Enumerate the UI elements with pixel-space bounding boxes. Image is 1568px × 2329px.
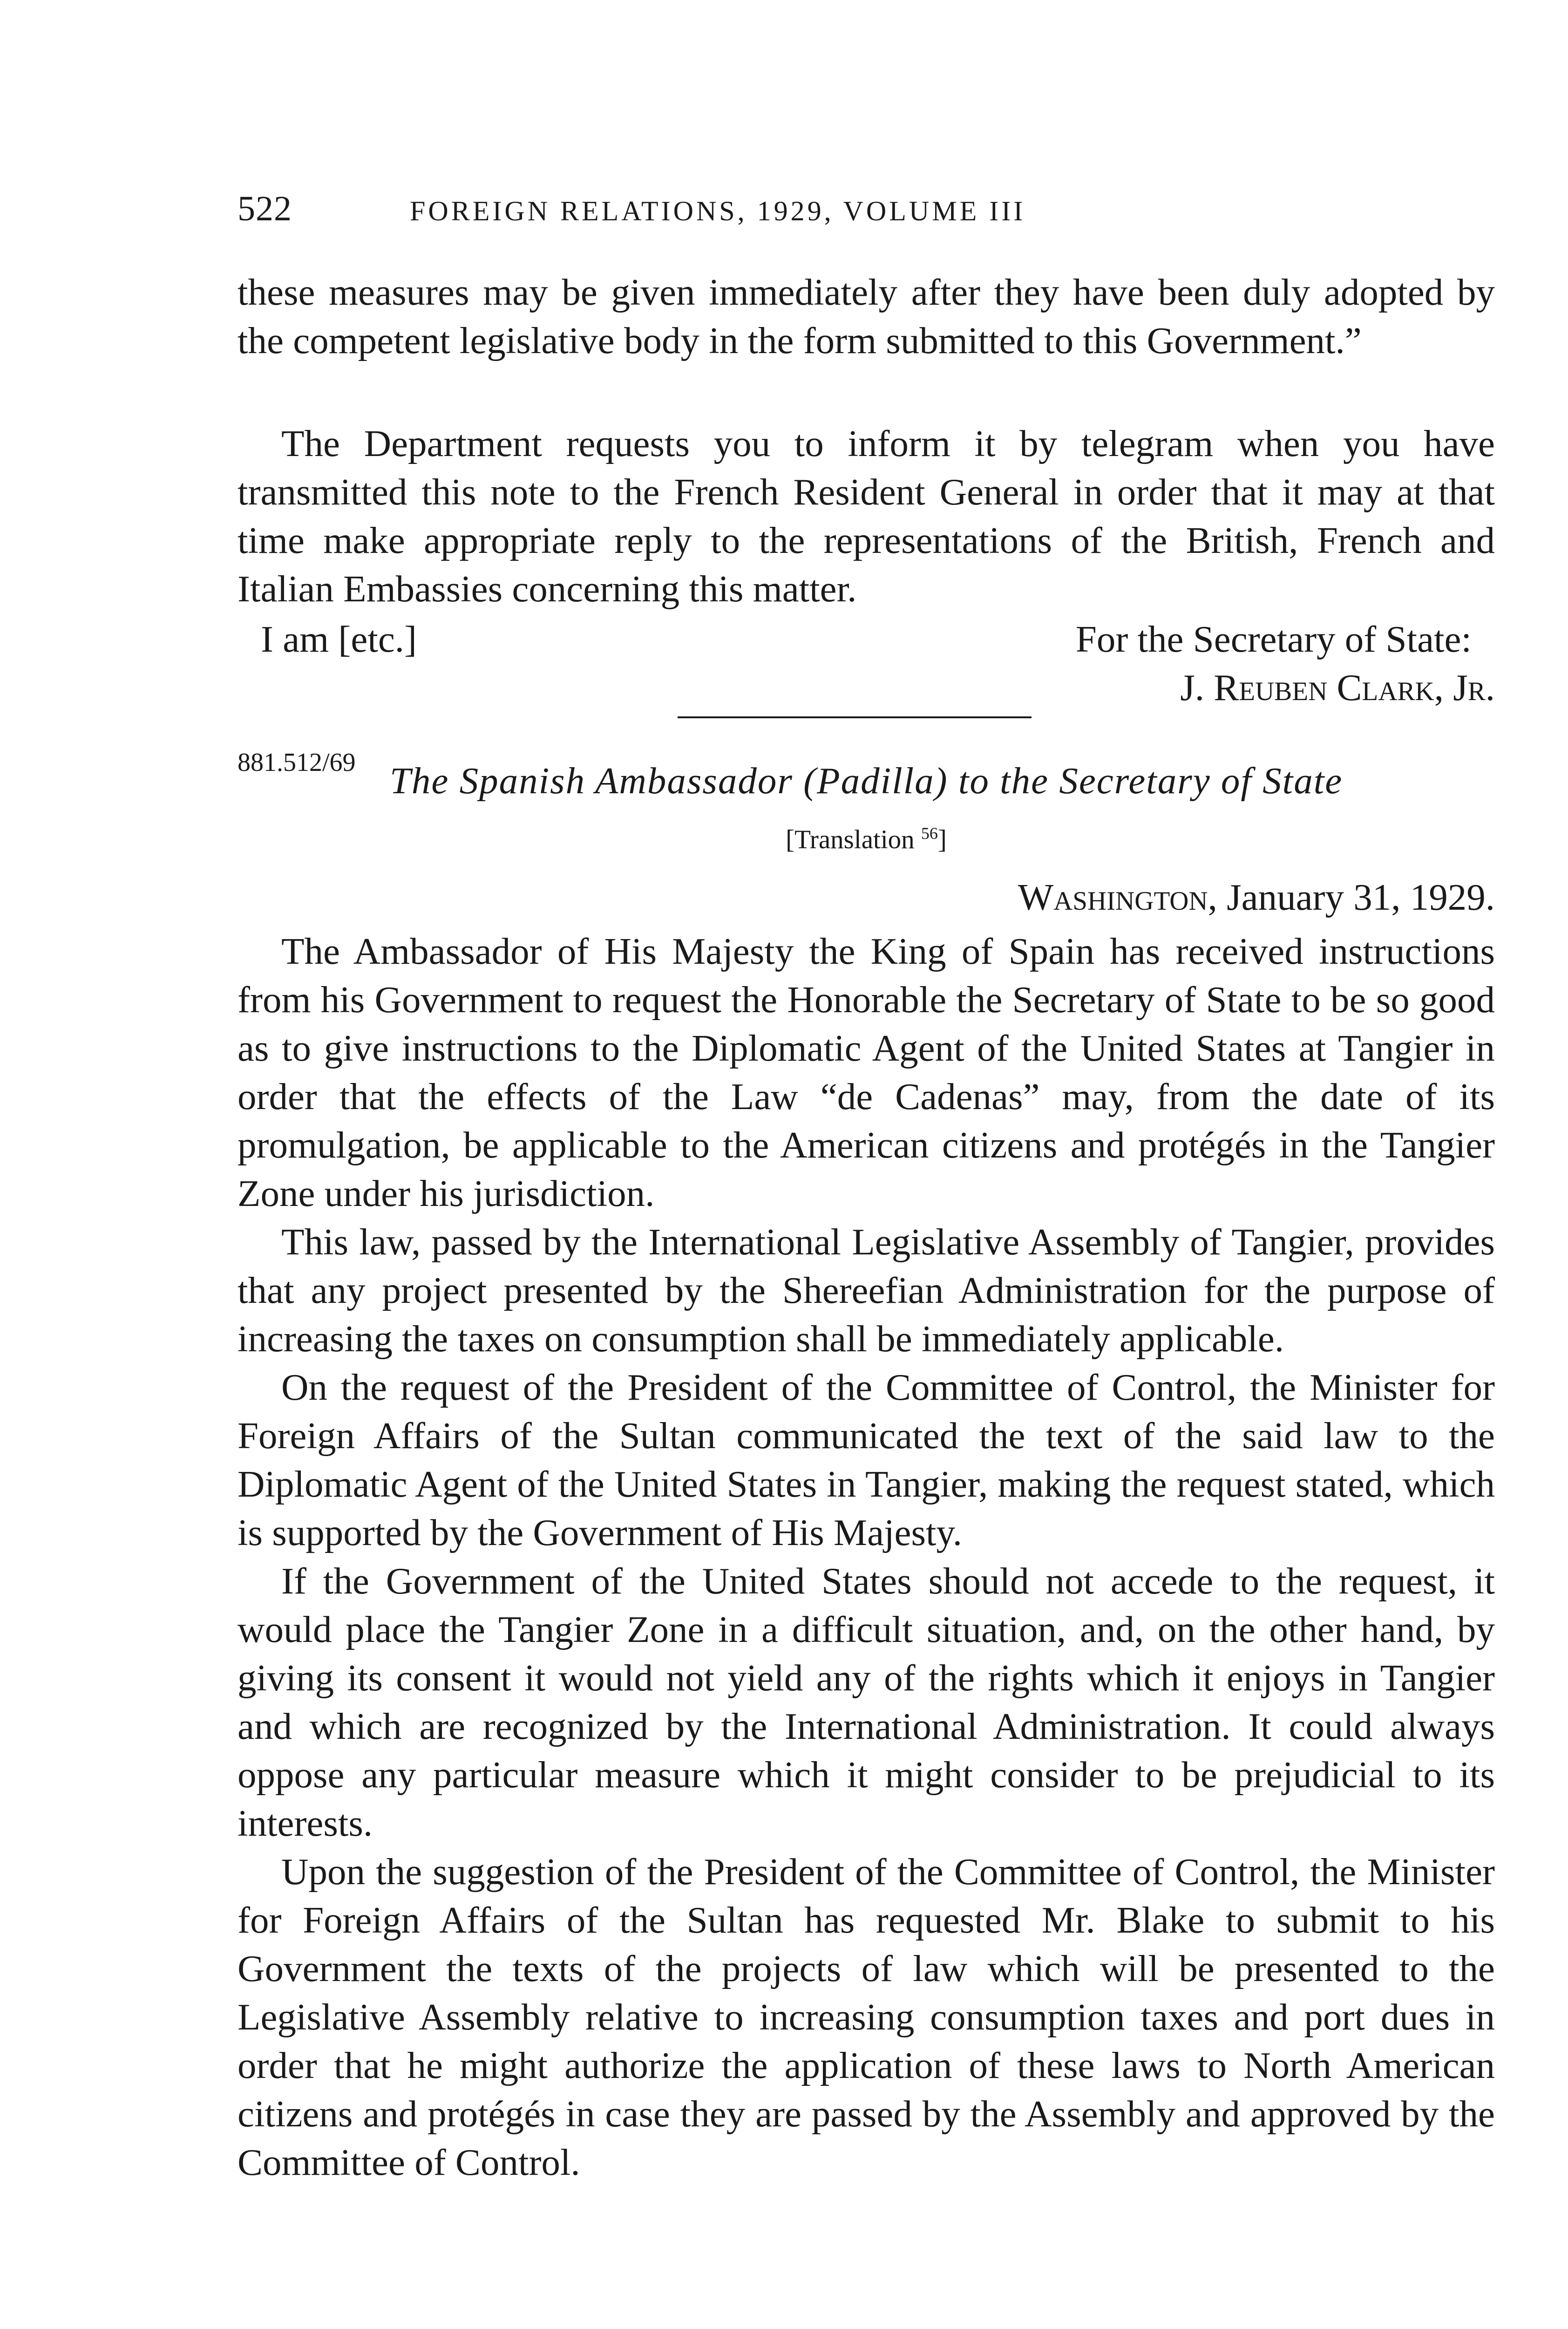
page-number: 522 — [238, 189, 292, 228]
running-head: FOREIGN RELATIONS, 1929, VOLUME III — [410, 196, 1026, 226]
file-number: 881.512/69 — [238, 748, 356, 777]
continuation-text: these measures may be given immediately after they have been duly adopted by the competent legislative body in the form submitted to this Government.” — [238, 271, 1495, 361]
body-paragraph: If the Government of the United States should not accede to the request, it would place the Tangier Zone in a difficult situation, and, on the other hand, by giving its consent it would not yield any of the rights which it enjoys in Tangier and which are recognized by the International Administration. It could always oppose any particular measure which it might consider to be prejudicial to its interests. — [238, 1560, 1495, 1844]
dateline-place: Washington — [1018, 876, 1208, 918]
dateline — [1018, 876, 1495, 919]
footnote-reference: 56 — [921, 824, 938, 843]
body-paragraph: The Ambassador of His Majesty the King of Spain has received instructions from his Government to request the Honorable the Secretary of State to be so good as to give instructions to the Diplomatic Agent of the United States at Tangier in order that the effects of the Law “de Cadenas” may, from the date of its promulgation, be applicable to the American citizens and protégés in the Tangier Zone under his jurisdiction. — [238, 930, 1495, 1214]
body-paragraph: On the request of the President of the Committee of Control, the Minister for Foreign Affairs of the Sultan communicated the text of the said law to the Diplomatic Agent of the United States in Tangier, making the request stated, which is supported by the Government of His Majesty. — [238, 1366, 1495, 1553]
document-body — [238, 927, 1495, 2186]
previous-letter-paragraph — [238, 419, 1495, 613]
signature: J. Reuben Clark, Jr. — [1180, 667, 1495, 708]
department-request-text: The Department requests you to inform it by telegram when you have transmitted this note to the French Resident General in order that it may at that time make appropriate reply to the representations of the British, French and Italian Embassies concerning this matter. — [238, 422, 1495, 610]
page-header — [238, 189, 1495, 231]
for-secretary-line: For the Secretary of State: — [1075, 618, 1472, 660]
translation-note — [238, 824, 1495, 855]
previous-letter-continuation — [238, 268, 1495, 365]
closing-phrase: I am [etc.] — [261, 618, 417, 660]
translation-close: ] — [937, 825, 947, 854]
document-title: The Spanish Ambassador (Padilla) to the Secretary of State — [389, 760, 1343, 802]
translation-label: [Translation — [786, 825, 915, 854]
body-paragraph: Upon the suggestion of the President of the Committee of Control, the Minister for Foreign Affairs of the Sultan has requested Mr. Blake to submit to his Government the texts of the projects of law which will be presented to the Legislative Assembly relative to increasing consumption taxes and port dues in order that he might authorize the application of these laws to North American citizens and protégés in case they are passed by the Assembly and approved by the Committee of Control. — [238, 1851, 1495, 2183]
dateline-date: , January 31, 1929. — [1208, 876, 1495, 918]
section-divider — [678, 716, 1032, 718]
body-paragraph: This law, passed by the International Legislative Assembly of Tangier, provides that any project presented by the Shereefian Administration for the purpose of increasing the taxes on consumption shall be immediately applicable. — [238, 1221, 1495, 1360]
